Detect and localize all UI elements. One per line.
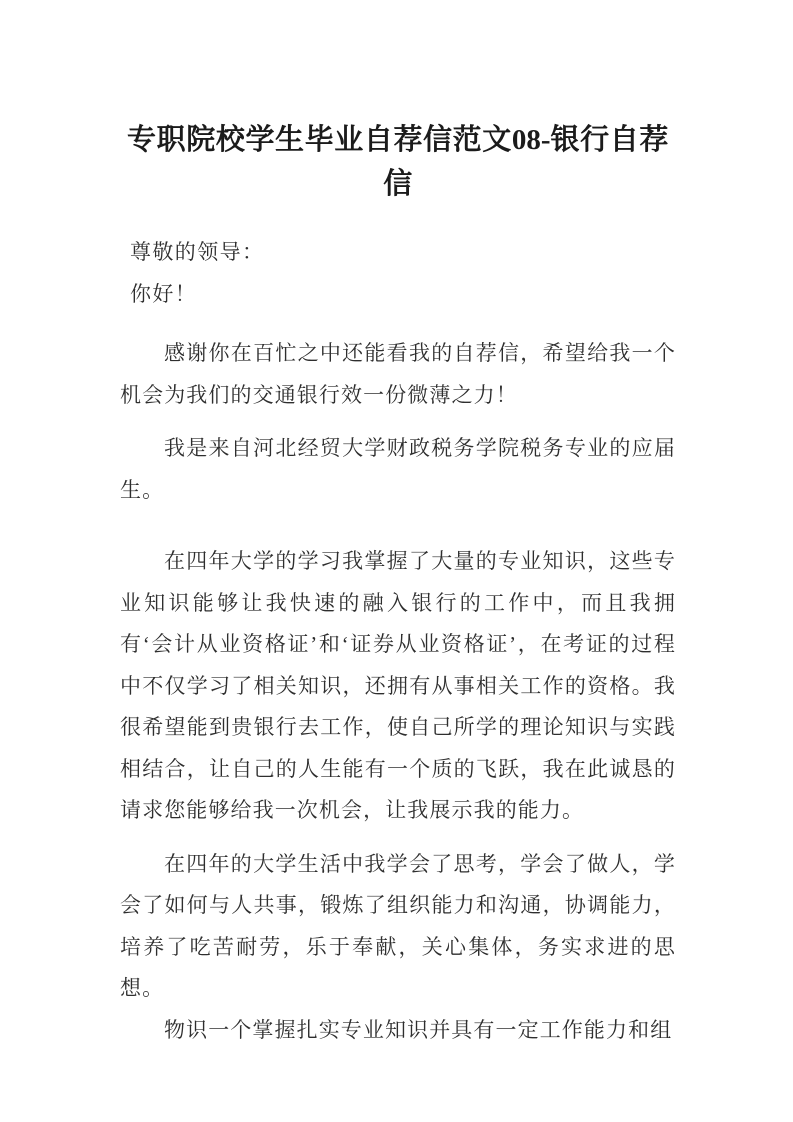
spacer — [120, 832, 676, 844]
page-title — [120, 118, 676, 206]
spacer — [120, 315, 676, 333]
title-suffix: 银行自荐信 — [383, 124, 669, 200]
title-code: 08- — [511, 124, 551, 156]
body-paragraph-5: 物识一个掌握扎实专业知识并具有一定工作能力和组 — [164, 1017, 673, 1042]
body-paragraph-3: 在四年大学的学习我掌握了大量的专业知识，这些专业知识能够让我快速的融入银行的工作中，而且我拥有‘会计从业资格证’和‘证券从业资格证’，在考证的过程中不仅学习了相关知识，还拥有从事相关工作的资格。我很希望能到贵银行去工作，使自己所学的理论知识与实践相结合，让自己的人生能有一个质的飞跃，我在此诚恳的请求您能够给我一次机会，让我展示我的能力。 — [120, 549, 676, 822]
document-content — [120, 118, 676, 1051]
title-prefix: 专职院校学生毕业自荐信范文 — [127, 124, 512, 156]
body-paragraph-4: 在四年的大学生活中我学会了思考，学会了做人，学会了如何与人共事，锻炼了组织能力和沟通，协调能力，培养了吃苦耐劳，乐于奉献，关心集体，务实求进的思想。 — [120, 851, 676, 1000]
salutation-line: 尊敬的领导： — [130, 240, 265, 264]
salutation-block — [120, 232, 676, 315]
body-paragraph-2: 我是来自河北经贸大学财政税务学院税务专业的应届生。 — [120, 436, 676, 502]
spacer — [120, 511, 676, 541]
greeting-line: 你好！ — [130, 281, 198, 306]
body-paragraph-1: 感谢你在百忙之中还能看我的自荐信，希望给我一个机会为我们的交通银行效一份微薄之力！ — [120, 341, 676, 407]
spacer — [120, 416, 676, 428]
